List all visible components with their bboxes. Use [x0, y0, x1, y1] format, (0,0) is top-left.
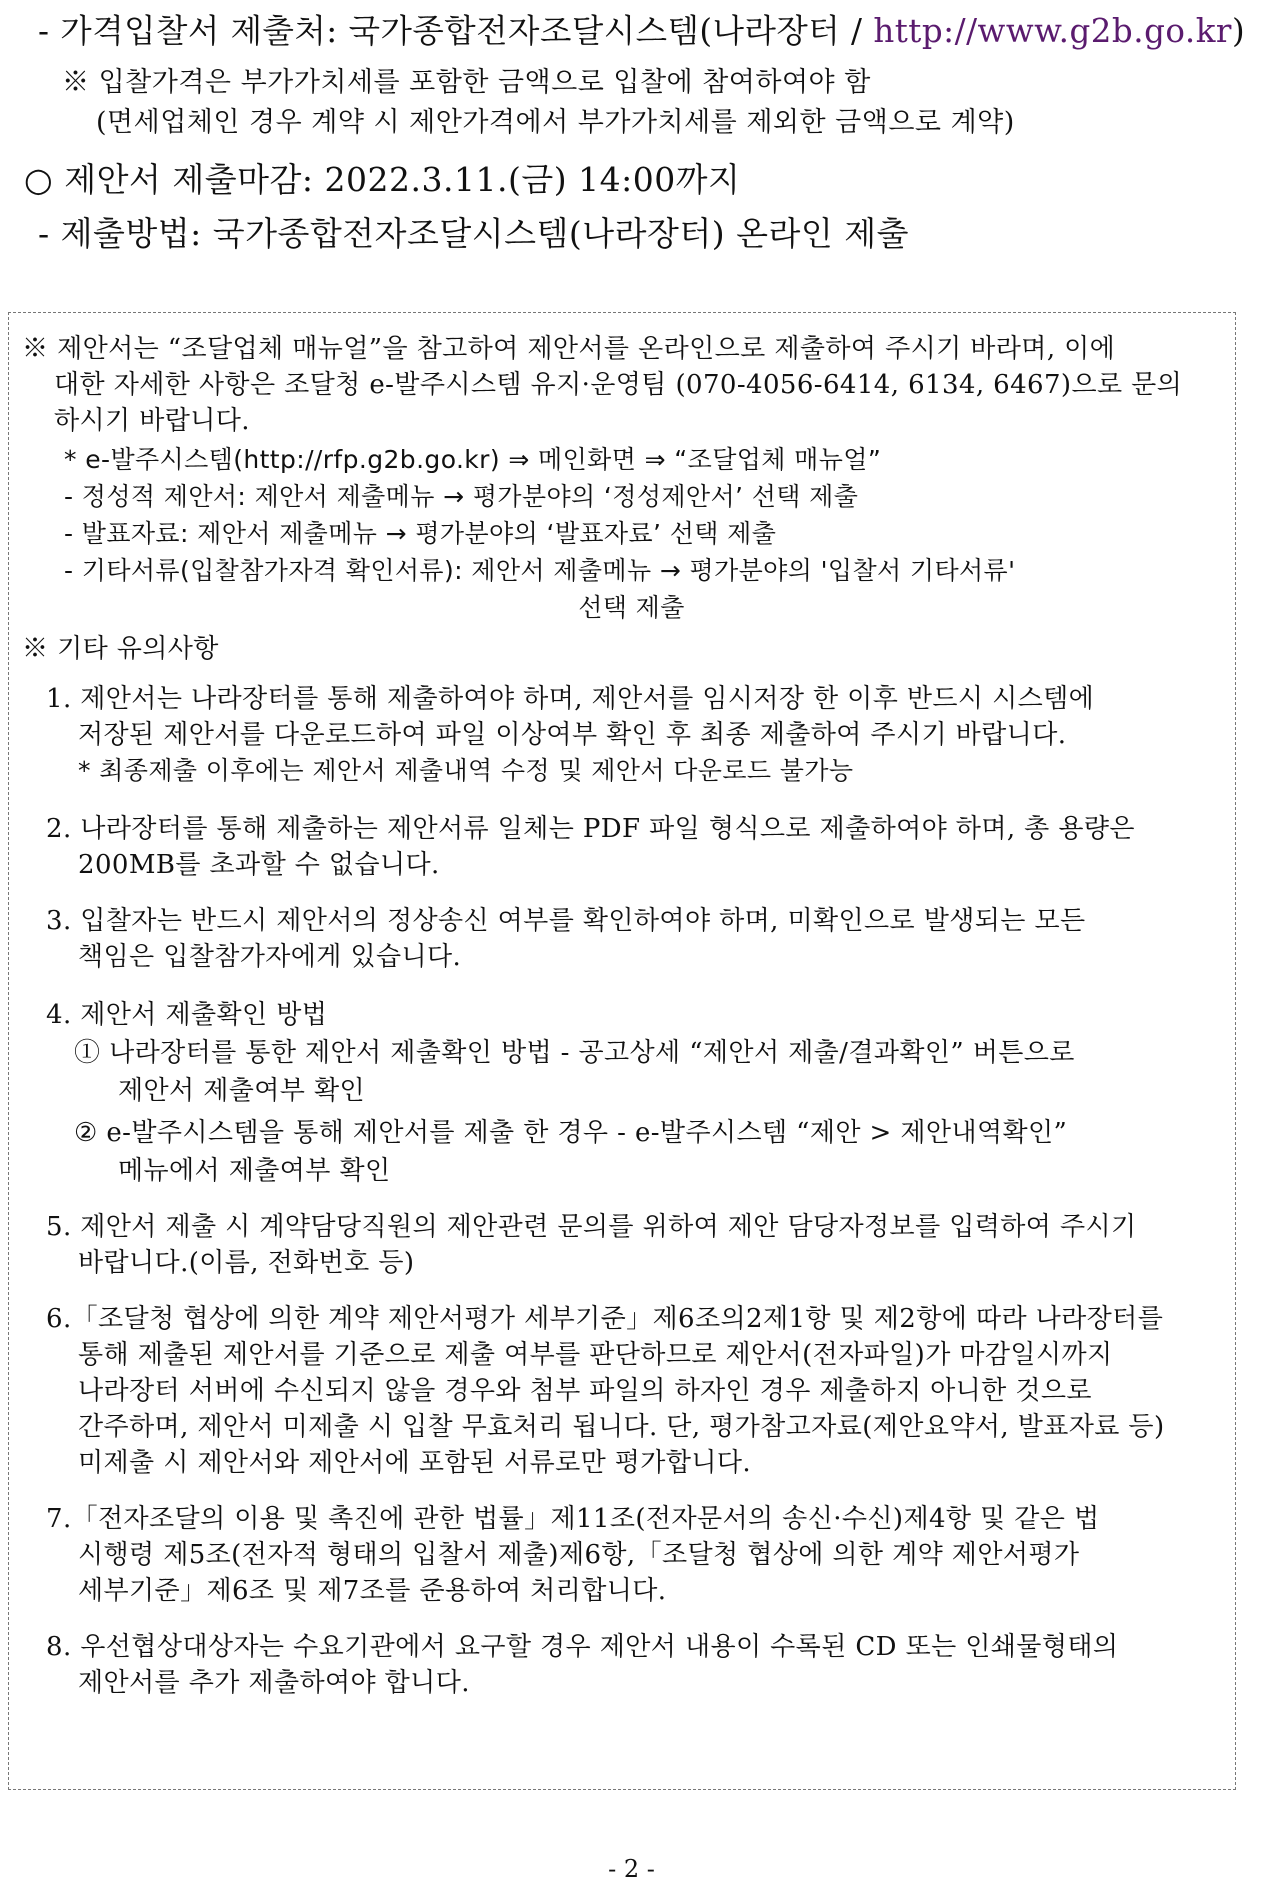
item4-sub2-line1: ② e-발주시스템을 통해 제안서를 제출 한 경우 - e-발주시스템 “제안 > 제안내역확인” [74, 1118, 1068, 1148]
item4-sub2-line2: 메뉴에서 제출여부 확인 [118, 1156, 391, 1186]
item1-line2: 저장된 제안서를 다운로드하여 파일 이상여부 확인 후 최종 제출하여 주시기 바랍니다. [78, 720, 1067, 750]
g2b-link[interactable]: http://www.g2b.go.kr [873, 12, 1232, 50]
item5-line2: 바랍니다.(이름, 전화번호 등) [78, 1248, 415, 1278]
item8-line2: 제안서를 추가 제출하여야 합니다. [78, 1668, 470, 1698]
item2-line1: 2. 나라장터를 통해 제출하는 제안서류 일체는 PDF 파일 형식으로 제출하여야 하며, 총 용량은 [46, 814, 1135, 844]
other-docs-path-line2: 선택 제출 [578, 593, 685, 622]
item7-line2: 시행령 제5조(전자적 형태의 입찰서 제출)제6항,「조달청 협상에 의한 계약 제안서평가 [78, 1540, 1080, 1570]
qualitative-proposal-path: - 정성적 제안서: 제안서 제출메뉴 → 평가분야의 ‘정성제안서’ 선택 제출 [64, 482, 859, 511]
other-docs-path-line1: - 기타서류(입찰참가자격 확인서류): 제안서 제출메뉴 → 평가분야의 '입찰서 기타서류' [64, 556, 1016, 585]
item5-line1: 5. 제안서 제출 시 계약담당직원의 제안관련 문의를 위하여 제안 담당자정보를 입력하여 주시기 [46, 1212, 1137, 1242]
vat-note-exemption: (면세업체인 경우 계약 시 제안가격에서 부가가치세를 제외한 금액으로 계약) [96, 107, 1015, 138]
rfp-system-path: * e-발주시스템(http://rfp.g2b.go.kr) ⇒ 메인화면 ⇒ “조달업체 매뉴얼” [64, 445, 882, 474]
item6-line5: 미제출 시 제안서와 제안서에 포함된 서류로만 평가합니다. [78, 1448, 752, 1478]
item2-line2: 200MB를 초과할 수 없습니다. [78, 850, 440, 880]
item1-line1: 1. 제안서는 나라장터를 통해 제출하여야 하며, 제안서를 임시저장 한 이후 반드시 시스템에 [46, 684, 1095, 714]
page-number: - 2 - [608, 1855, 655, 1883]
item6-line1: 6.「조달청 협상에 의한 계약 제안서평가 세부기준」제6조의2제1항 및 제2항에 따라 나라장터를 [46, 1304, 1164, 1334]
item4-sub1-line2: 제안서 제출여부 확인 [118, 1076, 365, 1106]
item7-line3: 세부기준」제6조 및 제7조를 준용하여 처리합니다. [78, 1576, 667, 1606]
item6-line4: 간주하며, 제안서 미제출 시 입찰 무효처리 됩니다. 단, 평가참고자료(제안요약서, 발표자료 등) [78, 1412, 1165, 1442]
submission-method: - 제출방법: 국가종합전자조달시스템(나라장터) 온라인 제출 [38, 214, 910, 253]
item4-sub1-line1: ① 나라장터를 통한 제안서 제출확인 방법 - 공고상세 “제안서 제출/결과확인” 버튼으로 [74, 1038, 1075, 1068]
other-notes-heading: ※ 기타 유의사항 [22, 634, 219, 664]
manual-note-line3: 하시기 바랍니다. [54, 406, 250, 436]
destination-suffix: ) [1231, 12, 1246, 50]
manual-note-line1: ※ 제안서는 “조달업체 매뉴얼”을 참고하여 제안서를 온라인으로 제출하여 주시기 바라며, 이에 [22, 334, 1116, 364]
submission-deadline: ○ 제안서 제출마감: 2022.3.11.(금) 14:00까지 [24, 160, 741, 199]
destination-text: - 가격입찰서 제출처: 국가종합전자조달시스템(나라장터 / [38, 12, 874, 50]
item3-line1: 3. 입찰자는 반드시 제안서의 정상송신 여부를 확인하여야 하며, 미확인으로 발생되는 모든 [46, 906, 1086, 936]
manual-note-line2: 대한 자세한 사항은 조달청 e-발주시스템 유지·운영팀 (070-4056-6414, 6134, 6467)으로 문의 [54, 370, 1183, 400]
vat-note: ※ 입찰가격은 부가가치세를 포함한 금액으로 입찰에 참여하여야 함 [62, 67, 871, 98]
item3-line2: 책임은 입찰참가자에게 있습니다. [78, 942, 462, 972]
item1-line3: * 최종제출 이후에는 제안서 제출내역 수정 및 제안서 다운로드 불가능 [78, 756, 854, 785]
price-bid-destination [38, 6, 1245, 52]
item8-line1: 8. 우선협상대상자는 수요기관에서 요구할 경우 제안서 내용이 수록된 CD 또는 인쇄물형태의 [46, 1632, 1119, 1662]
item6-line3: 나라장터 서버에 수신되지 않을 경우와 첨부 파일의 하자인 경우 제출하지 아니한 것으로 [78, 1376, 1092, 1406]
presentation-path: - 발표자료: 제안서 제출메뉴 → 평가분야의 ‘발표자료’ 선택 제출 [64, 519, 777, 548]
item7-line1: 7.「전자조달의 이용 및 촉진에 관한 법률」제11조(전자문서의 송신·수신)제4항 및 같은 법 [46, 1504, 1100, 1534]
item4-line1: 4. 제안서 제출확인 방법 [46, 1000, 328, 1030]
item6-line2: 통해 제출된 제안서를 기준으로 제출 여부를 판단하므로 제안서(전자파일)가 마감일시까지 [78, 1340, 1113, 1370]
